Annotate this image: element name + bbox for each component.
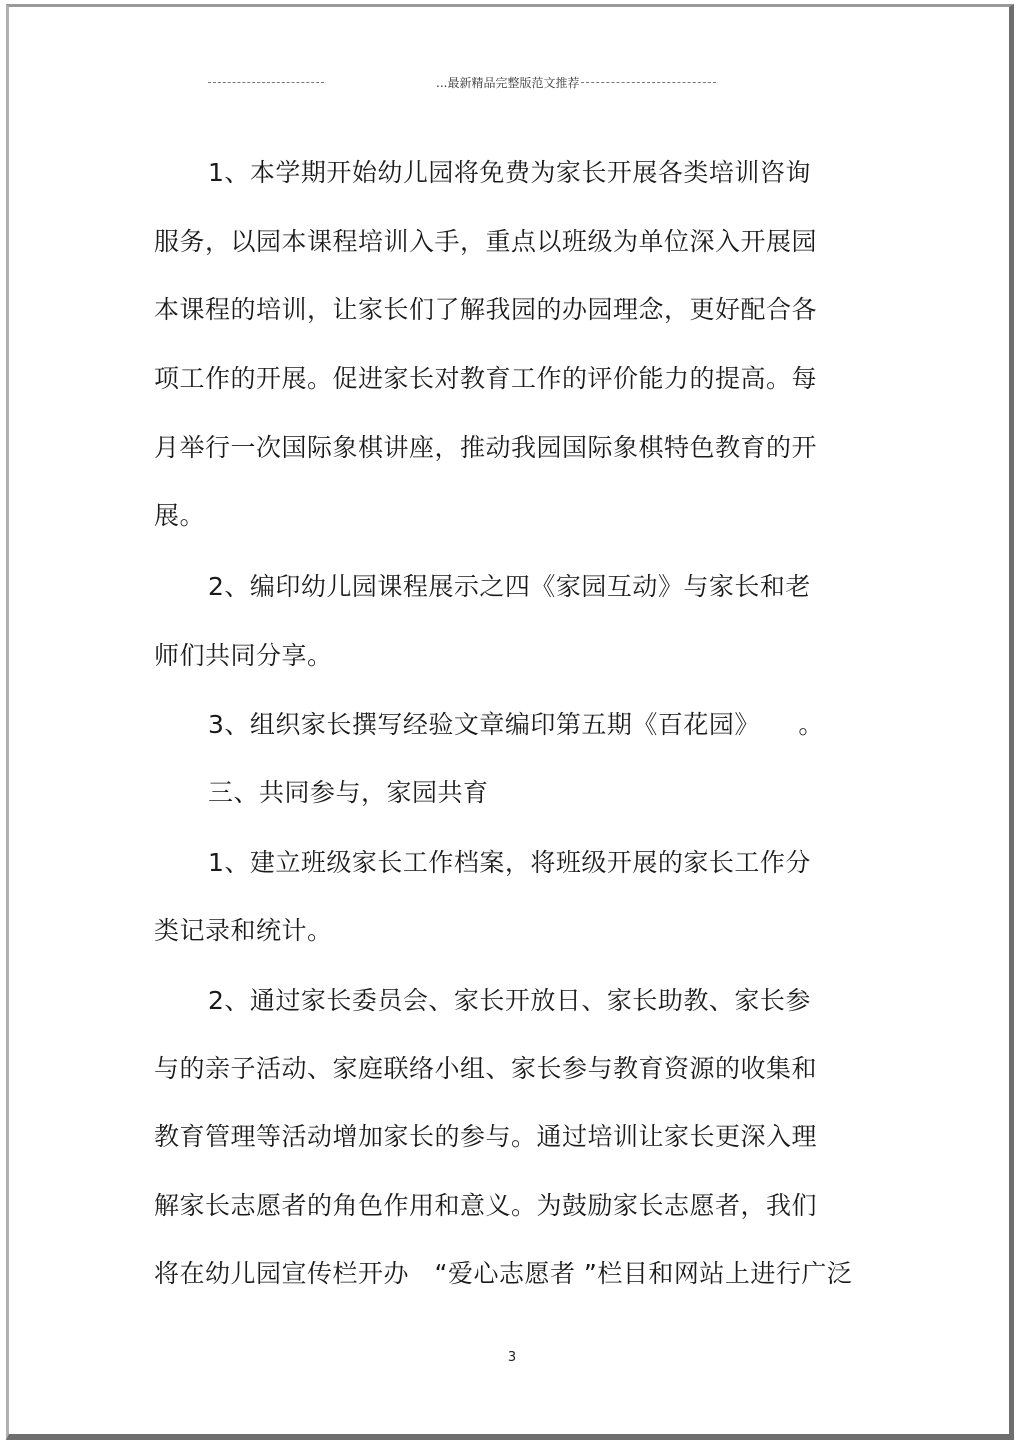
section-heading: 三、共同参与，家园共育 bbox=[208, 778, 489, 807]
page-header bbox=[208, 74, 716, 90]
text-line: 解家长志愿者的角色作用和意义。为鼓励家长志愿者，我们 bbox=[154, 1191, 818, 1220]
text-line: 将在幼儿园宣传栏开办 “爱心志愿者 ”栏目和网站上进行广泛 bbox=[154, 1259, 853, 1288]
text-line: 2、通过家长委员会、家长开放日、家长助教、家长参 bbox=[208, 986, 811, 1015]
text-line: 与的亲子活动、家庭联络小组、家长参与教育资源的收集和 bbox=[154, 1054, 818, 1083]
text-line: 类记录和统计。 bbox=[154, 916, 333, 945]
text-line: 1、本学期开始幼儿园将免费为家长开展各类培训咨询 bbox=[208, 158, 811, 187]
text-line: 1、建立班级家长工作档案，将班级开展的家长工作分 bbox=[208, 848, 811, 877]
text-line: 月举行一次国际象棋讲座，推动我园国际象棋特色教育的开 bbox=[154, 433, 818, 462]
text-line: 3、组织家长撰写经验文章编印第五期《百花园》 。 bbox=[208, 710, 824, 739]
text-line: 本课程的培训，让家长们了解我园的办园理念，更好配合各 bbox=[154, 295, 818, 324]
header-text: ...最新精品完整版范文推荐 bbox=[436, 75, 580, 90]
text-line: 2、编印幼儿园课程展示之四《家园互动》与家长和老 bbox=[208, 572, 811, 601]
text-line: 展。 bbox=[154, 501, 206, 530]
text-line: 服务，以园本课程培训入手，重点以班级为单位深入开展园 bbox=[154, 227, 818, 256]
page-number: 3 bbox=[507, 1350, 517, 1365]
header-rule-left bbox=[208, 82, 324, 83]
text-line: 项工作的开展。促进家长对教育工作的评价能力的提高。每 bbox=[154, 364, 818, 393]
text-line: 教育管理等活动增加家长的参与。通过培训让家长更深入理 bbox=[154, 1122, 818, 1151]
header-rule-right bbox=[581, 82, 716, 83]
text-line: 师们共同分享。 bbox=[154, 641, 333, 670]
